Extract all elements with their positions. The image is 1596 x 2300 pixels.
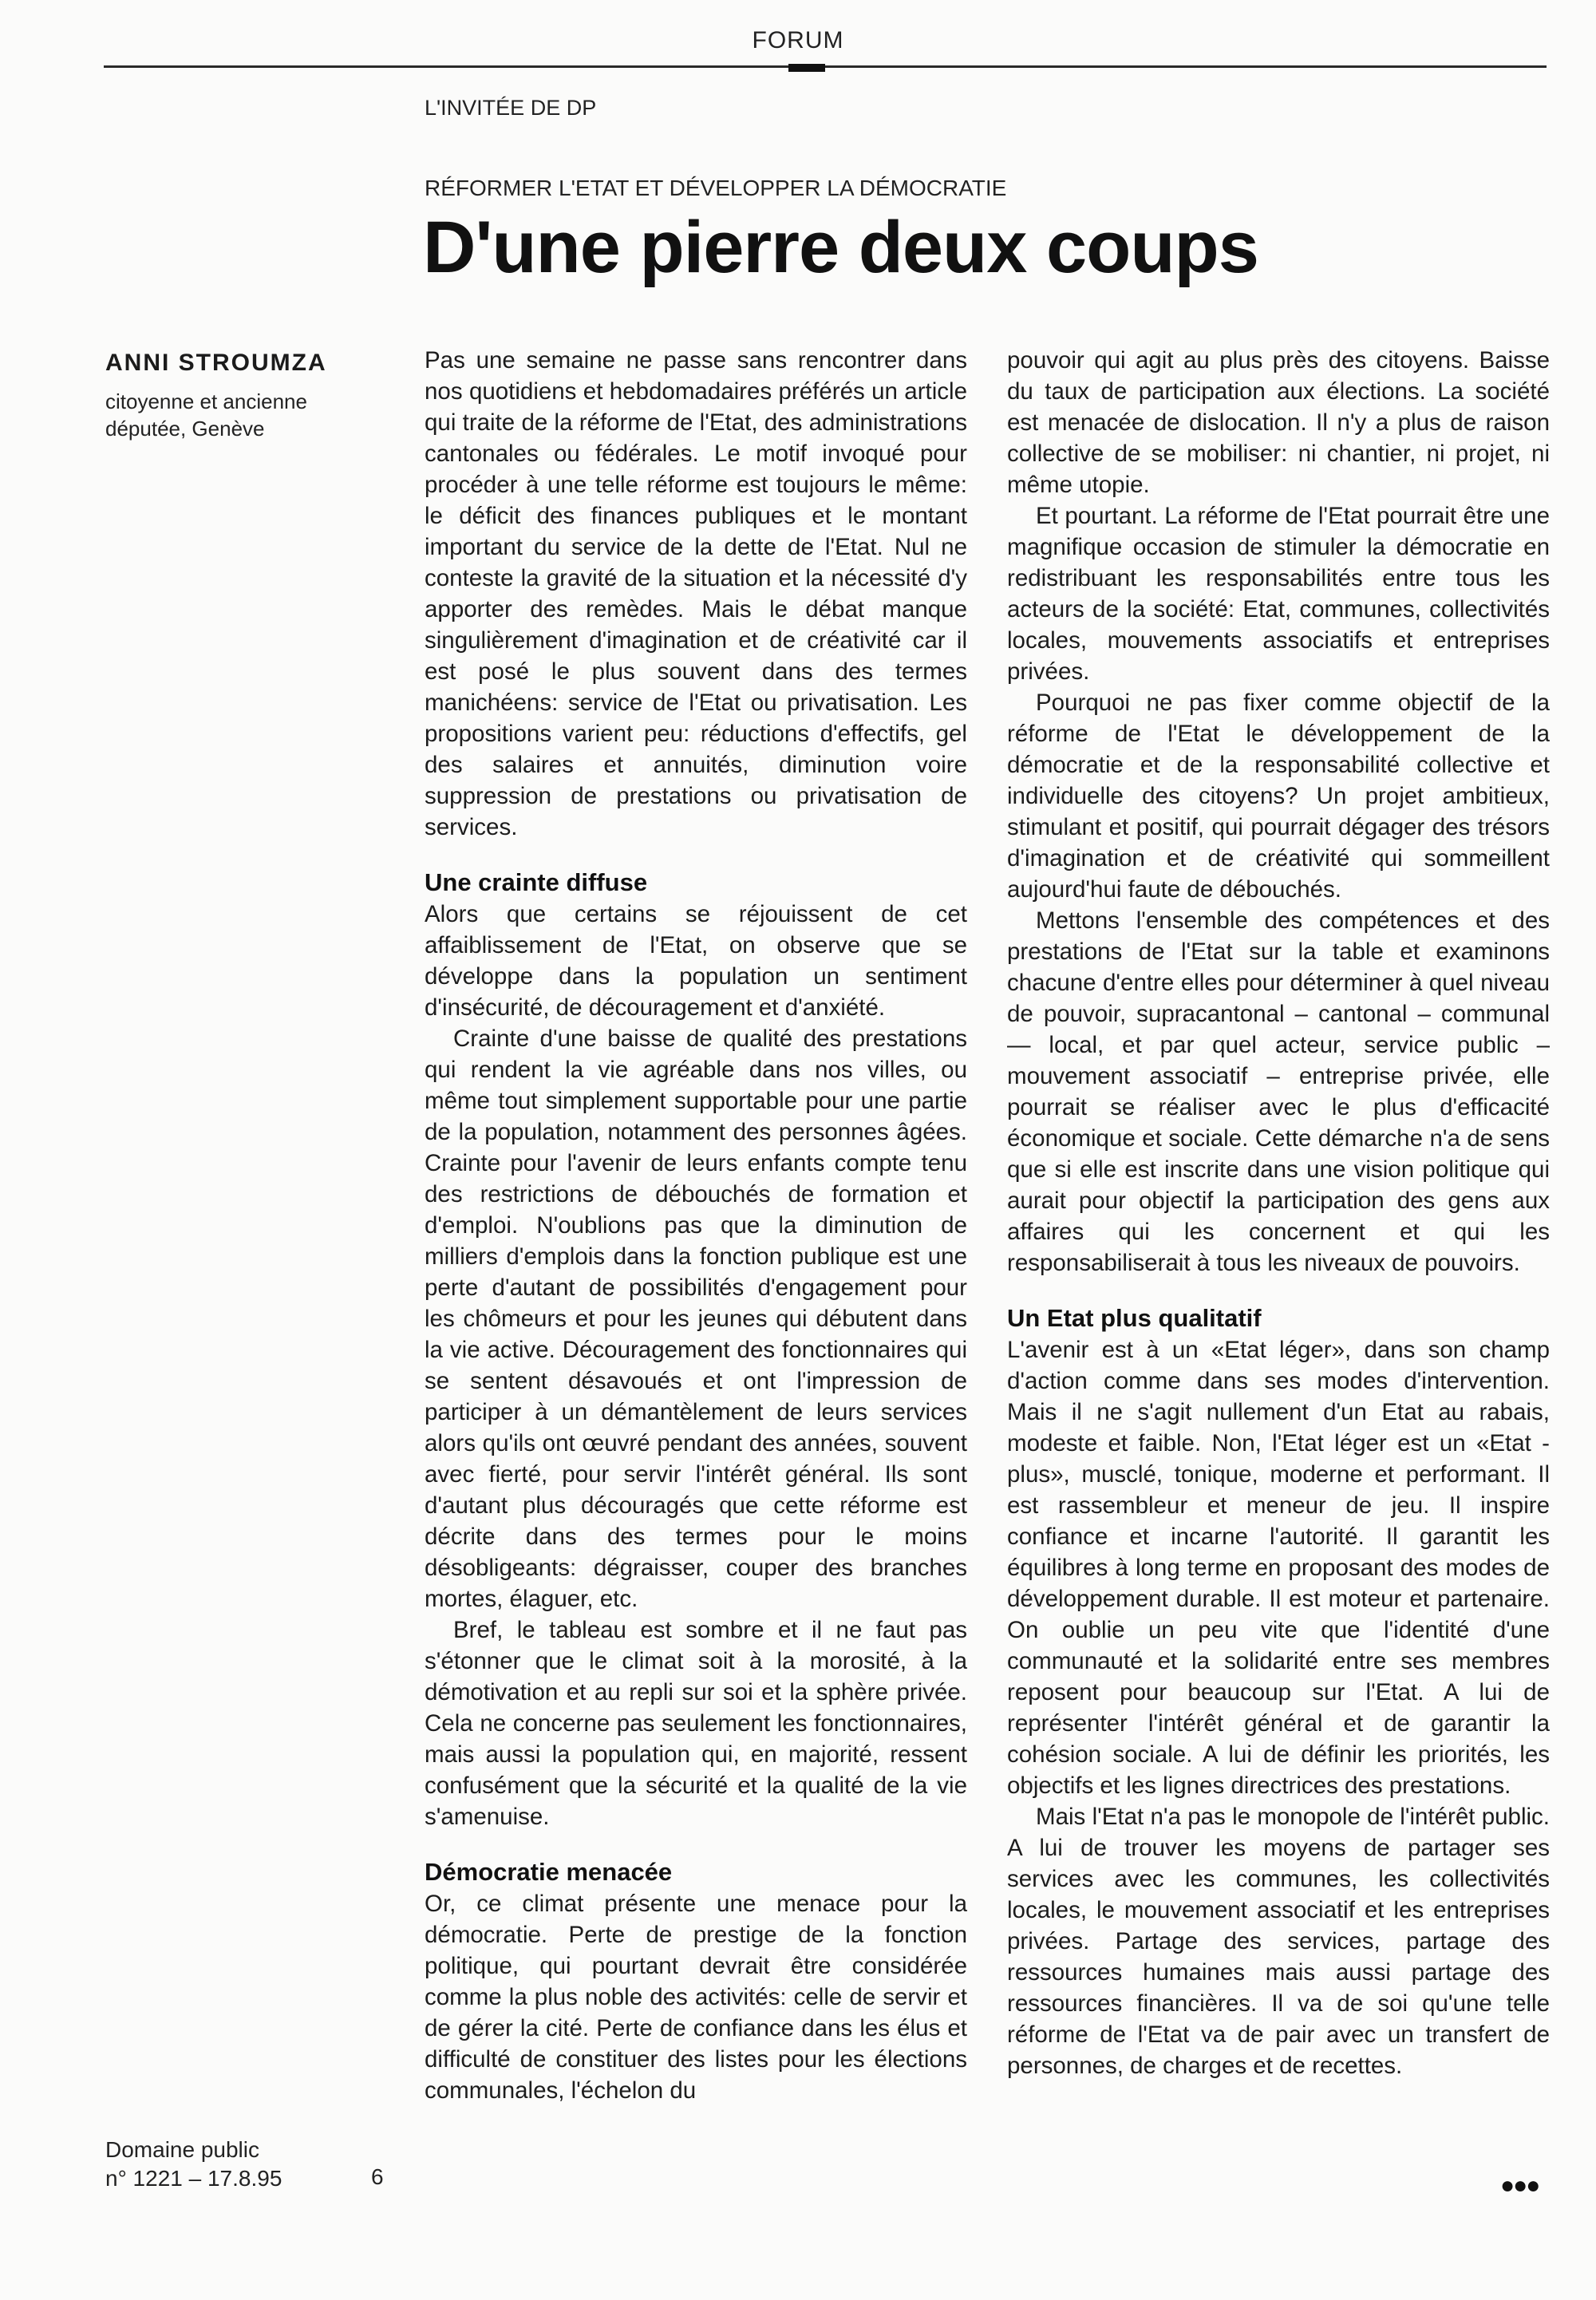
paragraph: Bref, le tableau est sombre et il ne faut pas s'étonner que le climat soit à la morosité, à la démotivation et au repli sur soi et la sphère privée. Cela ne concerne pas seulement les fonctionnaires, mais aussi la population qui, en majorité, ressent confusément que la sécurité et la qualité de la vie s'amenuise. [425,1617,967,1830]
paragraph: Crainte d'une baisse de qualité des prestations qui rendent la vie agréable dans nos villes, ou même tout simplement supportable pour une partie de la population, notamment des personnes âgées. Crainte pour l'avenir de leurs enfants compte tenu des restrictions de débouchés de formation et d'emploi. N'oublions pas que la diminution de milliers d'emplois dans la fonction publique est une perte d'autant de possibilités d'engagement pour les chômeurs et pour les jeunes qui débutent dans la vie active. Découragement des fonctionnaires qui se sentent désavoués et ont l'impression de participer à un démantèlement de leurs services alors qu'ils ont œuvré pendant des années, souvent avec fierté, pour servir l'intérêt général. Ils sont d'autant plus découragés que cette réforme est décrite dans des termes pour le moins désobligeants: dégraisser, couper des branches mortes, élaguer, etc. [425,1026,967,1612]
paragraph: Mettons l'ensemble des compétences et des prestations de l'Etat sur la table et examinons chacune d'entre elles pour déterminer à quel niveau de pouvoir, supracantonal – cantonal – communal — local, et par quel acteur, service public – mouvement associatif – entreprise privée, elle pourrait se réaliser avec le plus d'efficacité économique et sociale. Cette démarche n'a de sens que si elle est inscrite dans une vision politique qui aurait pour objectif la participation des gens aux affaires qui les concernent et qui les responsabiliserait à tous les niveaux de pouvoirs. [1007,907,1550,1276]
author-name: ANNI STROUMZA [105,350,327,376]
paragraph: Or, ce climat présente une menace pour la démocratie. Perte de prestige de la fonction politique, qui pourtant devrait être considérée comme la plus noble des activités: celle de servir et de gérer la cité. Perte de confiance dans les élus et difficulté de constituer des listes pour les élections communales, l'échelon du [425,1891,967,2104]
header-rule [104,65,1547,68]
article-column-1 [425,345,967,2106]
paragraph: Mais l'Etat n'a pas le monopole de l'intérêt public. A lui de trouver les moyens de partager ses services avec les communes, les collectivités locales, le mouvement associatif et les entreprises privées. Partage des services, partage des ressources humaines mais aussi partage des ressources financières. Il va de soi qu'une telle réforme de l'Etat va de pair avec un transfert de personnes, de charges et de recettes. [1007,1804,1550,2079]
paragraph: Alors que certains se réjouissent de cet affaiblissement de l'Etat, on observe que se développe dans la population un sentiment d'insécurité, de découragement et d'anxiété. [425,901,967,1021]
publication-name: Domaine public [105,2137,259,2162]
publication-info [105,2136,345,2193]
paragraph: Pas une semaine ne passe sans rencontrer dans nos quotidiens et hebdomadaires préférés un article qui traite de la réforme de l'Etat, des administrations cantonales ou fédérales. Le motif invoqué pour procéder à une telle réforme est toujours le même: le déficit des finances publiques et le montant important du service de la dette de l'Etat. Nul ne conteste la gravité de la situation et la nécessité d'y apporter des remèdes. Mais le débat manque singulièrement d'imagination et de créativité car il est posé le plus souvent dans des termes manichéens: service de l'Etat ou privatisation. Les propositions varient peu: réductions d'effectifs, gel des salaires et annuités, diminution voire suppression de prestations ou privatisation de services. [425,347,967,840]
section-label: FORUM [752,27,844,53]
page-title: D'une pierre deux coups [423,207,1258,288]
kicker: L'INVITÉE DE DP [425,96,597,120]
paragraph: Et pourtant. La réforme de l'Etat pourrait être une magnifique occasion de stimuler la démocratie en redistribuant les responsabilités entre tous les acteurs de la société: Etat, communes, collectivités locales, mouvements associatifs et entreprises privées. [1007,503,1550,685]
subheading: Démocratie menacée [425,1858,673,1886]
surtitle: RÉFORMER L'ETAT ET DÉVELOPPER LA DÉMOCRATIE [425,176,1007,200]
article-column-2 [1007,345,1550,2081]
header-rule-accent [788,64,825,72]
subheading: Un Etat plus qualitatif [1007,1304,1262,1332]
paragraph: Pourquoi ne pas fixer comme objectif de la réforme de l'Etat le développement de la démocratie et de la responsabilité collective et individuelle des citoyens? Un projet ambitieux, stimulant et positif, qui pourrait dégager des trésors d'imagination et de créativité qui sommeillent aujourd'hui faute de débouchés. [1007,690,1550,903]
page-number: 6 [371,2164,384,2189]
paragraph: L'avenir est à un «Etat léger», dans son champ d'action comme dans ses modes d'intervention. Mais il ne s'agit nullement d'un Etat au rabais, modeste et faible. Non, l'Etat léger est un «Etat - plus», musclé, tonique, moderne et performant. Il est rassembleur et meneur de jeu. Il inspire confiance et incarne l'autorité. Il garantit les équilibres à long terme en proposant des modes de développement durable. Il est moteur et partenaire. On oublie un peu vite que l'identité d'une communauté et la solidarité entre ses membres reposent pour beaucoup sur l'Etat. A lui de représenter l'intérêt général et de garantir la cohésion sociale. A lui de définir les priorités, les objectifs et les lignes directrices des prestations. [1007,1337,1550,1799]
issue-number: n° 1221 – 17.8.95 [105,2166,282,2191]
end-mark: ●●● [1500,2172,1539,2199]
subheading: Une crainte diffuse [425,868,648,896]
author-role: citoyenne et ancienne députée, Genève [105,389,307,441]
paragraph: pouvoir qui agit au plus près des citoyens. Baisse du taux de participation aux élections. La société est menacée de dislocation. Il n'y a plus de raison collective de se mobiliser: ni chantier, ni projet, ni même utopie. [1007,347,1550,498]
